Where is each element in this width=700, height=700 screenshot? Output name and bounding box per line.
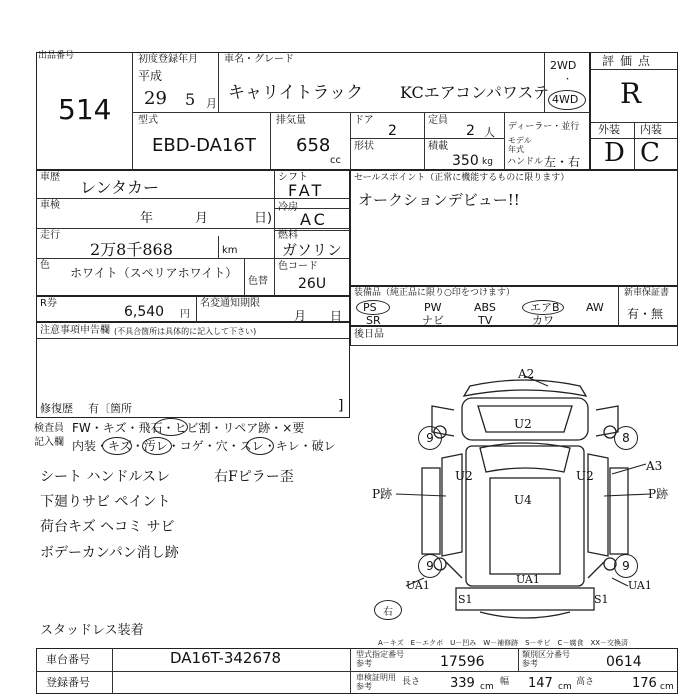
repair-value: 有〔箇所 [88, 402, 132, 415]
inspector-note-6: スタッドレス装着 [40, 623, 144, 638]
condition-row-1: FW・キズ・飛石・ヒビ割・リペア跡・×要 [72, 421, 305, 435]
equip-leather: カワ [532, 314, 554, 327]
mark-stone-circle [154, 418, 188, 436]
displacement: 658 [296, 135, 331, 156]
mileage-unit: km [222, 245, 238, 256]
drive-2wd: 2WD [550, 59, 577, 72]
width-label: 幅 [500, 677, 510, 687]
color-code: 26U [298, 276, 327, 292]
model-code: EBD-DA16T [152, 135, 256, 156]
caution-block [36, 322, 350, 418]
repair-label: 修復歴 [40, 402, 73, 415]
load-unit: kg [482, 157, 493, 167]
drive-4wd: 4WD [552, 93, 579, 106]
length-value: 339 [450, 676, 475, 691]
caution-sub: (不具合箇所は具体的に記入して下さい) [114, 327, 257, 336]
name-change-day: 日 [330, 309, 343, 323]
capacity-label: 定員 [428, 115, 448, 126]
fuel-label: 燃料 [278, 230, 298, 241]
load: 350 [452, 153, 479, 169]
height-value: 176 [632, 676, 657, 691]
name-change-month: 月 [294, 309, 307, 323]
shape-label: 形状 [354, 141, 374, 152]
mileage-label: 走行 [40, 230, 60, 241]
inspector-note-5: 右Fピラー歪 [214, 469, 294, 485]
displacement-unit: cc [330, 155, 341, 166]
width-value: 147 [528, 676, 553, 691]
lot-number: 514 [58, 93, 112, 126]
inspection-day-unit: 日) [254, 211, 273, 226]
recycle-label: R券 [40, 298, 57, 309]
equip-sr: SR [366, 314, 381, 327]
chassis-label: 車台番号 [46, 653, 90, 666]
ratings-label: 評価点 [602, 54, 657, 68]
dealer-label: ディーラー・並行 [508, 122, 580, 132]
designation-label: 型式指定番号 参考 [356, 650, 404, 668]
exterior-label: 外装 [598, 123, 620, 136]
name-change-label: 名変通知期限 [200, 298, 260, 309]
inspection-month-unit: 月 [195, 211, 209, 226]
height-unit: cm [660, 682, 674, 692]
tire-fl-mark: 9 [418, 426, 442, 450]
overall-score: R [620, 77, 642, 110]
selling-points-block [350, 170, 678, 286]
load-label: 積載 [428, 141, 448, 152]
tire-rl-mark: 9 [418, 554, 442, 578]
doors: 2 [388, 123, 397, 139]
fuel-value: ガソリン [282, 241, 343, 259]
inspector-note-2: 下廻りサビ ペイント [40, 494, 171, 510]
car-diagram [350, 346, 678, 636]
equip-airbag: エアB [530, 301, 560, 314]
height-label: 高さ [576, 677, 595, 687]
model-label: 型式 [138, 115, 158, 126]
length-label: 長さ [402, 677, 421, 687]
handle-label: ハンドル [507, 157, 544, 167]
color-code-label: 色コード [278, 261, 318, 272]
mark-wear-circle [246, 437, 274, 455]
inspector-note-3: 荷台キズ ヘコミ サビ [40, 519, 175, 535]
condition-label-2: 記入欄 [34, 437, 64, 448]
selling-points-label: セールスポイント（正常に機能するものに限ります） [354, 173, 570, 183]
mark-scratch-circle [102, 437, 132, 455]
damage-legend: A－キズ E－エクボ U－凹み W－補修跡 S－サビ C－腐食 XX－交換済 [378, 639, 629, 647]
reg-month-unit: 月 [206, 97, 217, 110]
capacity-unit: 人 [484, 126, 495, 139]
color-swap-label: 色替 [248, 276, 268, 287]
designation-value: 17596 [440, 654, 485, 670]
tire-rr-mark: 9 [614, 554, 638, 578]
condition-label-1: 検査員 [34, 423, 64, 434]
mark-u4: U4 [514, 493, 532, 507]
doors-label: ドア [354, 115, 374, 126]
era: 平成 [138, 69, 163, 83]
equip-tv: TV [478, 314, 493, 327]
interior-label: 内装 [640, 123, 662, 136]
category-label: 類別区分番号 参考 [522, 650, 570, 668]
mark-u2-top: U2 [514, 417, 532, 431]
condition-row-2: 内装・キズ・汚レ・コゲ・穴・スレ・キレ・破レ [72, 439, 336, 453]
equip-pw: PW [424, 301, 442, 314]
history-label: 車歴 [40, 172, 60, 183]
grade: KCエアコンパワステ [400, 83, 550, 102]
first-reg-label: 初度登録年月 [138, 54, 198, 65]
name-grade-label: 車名・グレード [224, 54, 294, 65]
capacity: 2 [466, 123, 475, 139]
shift-label: シフト [278, 172, 308, 183]
mark-a3: A3 [646, 459, 663, 473]
mark-s1-right: S1 [594, 593, 609, 606]
mark-s1-left: S1 [458, 593, 473, 606]
tire-fr-mark: 8 [614, 426, 638, 450]
car-name: キャリイトラック [228, 83, 364, 103]
equip-navi: ナビ [422, 314, 444, 327]
recycle-value: 6,540 [124, 304, 165, 320]
mark-ua1-center: UA1 [516, 573, 540, 586]
equip-ps: PS [363, 301, 377, 314]
displacement-label: 排気量 [276, 115, 306, 126]
inspector-note-4: ボデーカンパン消し跡 [40, 545, 179, 561]
width-unit: cm [558, 682, 572, 692]
history-value: レンタカー [80, 178, 159, 197]
handle-value: 左・右 [544, 155, 581, 169]
mileage: 2万8千868 [90, 240, 173, 259]
inspector-note-1: シート ハンドルスレ [40, 469, 171, 485]
selling-points-text: オークションデビュー!! [358, 191, 520, 209]
caution-label: 注意事項申告欄 [40, 325, 110, 336]
spec-label: 車検証明用 参考 [356, 673, 396, 691]
reg-number-label: 登録番号 [46, 676, 90, 689]
length-unit: cm [480, 682, 494, 692]
mark-u2-right: U2 [576, 469, 594, 483]
mark-a2: A2 [518, 367, 535, 381]
equipment-label: 装備品（純正品に限り○印をつけます） [354, 288, 515, 298]
chassis-value: DA16T-342678 [170, 649, 282, 667]
equip-aw: AW [586, 301, 604, 314]
inspection-year-unit: 年 [140, 211, 154, 226]
reg-month: 5 [185, 90, 196, 109]
color-value: ホワイト（スペリアホワイト） [70, 266, 238, 280]
inspection-label: 車検 [40, 200, 60, 211]
shift-value: FAT [288, 181, 325, 200]
mark-ua1-right: UA1 [628, 579, 652, 592]
color-label: 色 [40, 260, 50, 271]
equip-abs: ABS [474, 301, 496, 314]
recycle-unit: 円 [180, 309, 190, 320]
diagram-panel [350, 326, 678, 346]
reg-year: 29 [144, 88, 167, 109]
ac-label: 冷房 [278, 202, 298, 213]
interior-score: C [640, 138, 660, 168]
mark-u2-left: U2 [455, 469, 473, 483]
mark-dirt-circle [142, 437, 172, 455]
diagram-label: 後日品 [354, 329, 384, 340]
mark-p-left: P跡 [372, 487, 393, 501]
model-year-label: モデル 年式 [508, 136, 532, 154]
category-value: 0614 [606, 654, 642, 670]
warranty-value: 有・無 [627, 307, 664, 321]
spare-tire-mark: 右 [374, 600, 402, 620]
ac-value: AC [300, 210, 328, 229]
mark-ua1-left: UA1 [406, 579, 430, 592]
warranty-label: 新車保証書 [624, 288, 670, 298]
lot-label: 出品番号 [38, 51, 75, 61]
exterior-score: D [604, 138, 625, 168]
mark-p-right: P跡 [648, 487, 669, 501]
